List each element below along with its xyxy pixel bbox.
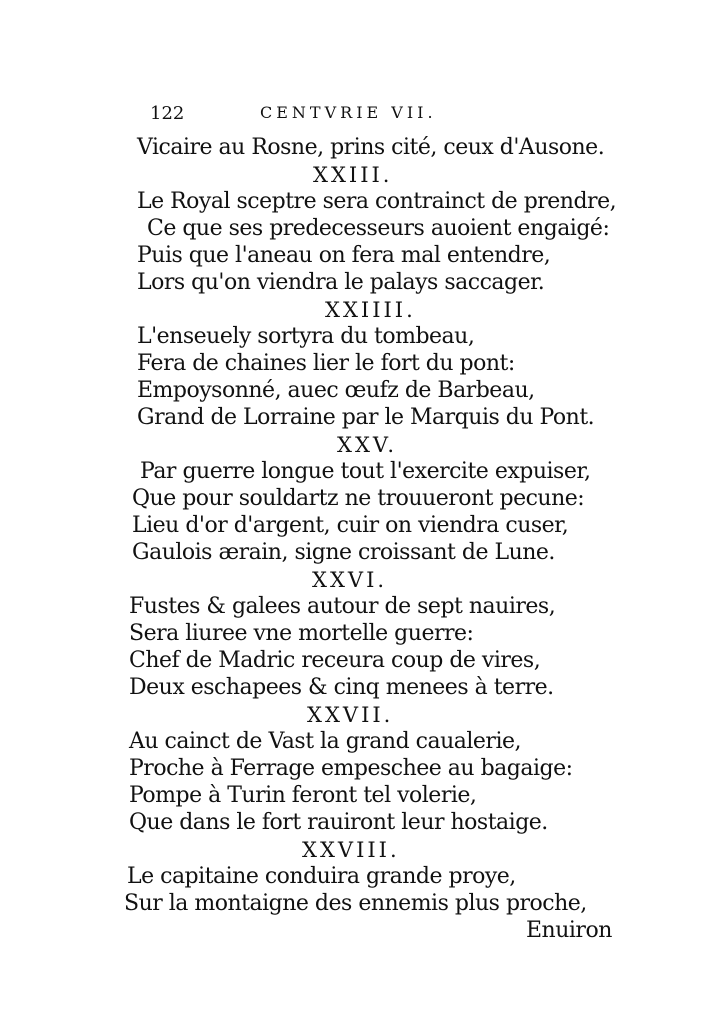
- verse-line: Que dans le fort rauiront leur hostaige.: [129, 810, 548, 835]
- quatrain-number: XXVIII.: [302, 838, 400, 862]
- quatrain-number: XXIIII.: [325, 298, 416, 322]
- running-title: CENTVRIE VII.: [260, 103, 437, 122]
- verse-line: Lors qu'on viendra le palays saccager.: [137, 270, 545, 295]
- verse-line: Vicaire au Rosne, prins cité, ceux d'Ausone.: [137, 135, 605, 160]
- verse-line: Fera de chaines lier le fort du pont:: [137, 351, 515, 376]
- verse-line: Pompe à Turin feront tel volerie,: [129, 783, 477, 808]
- quatrain-number: XXVII.: [307, 703, 394, 727]
- verse-line: Lieu d'or d'argent, cuir on viendra cuser,: [132, 513, 569, 538]
- verse-line: Sera liuree vne mortelle guerre:: [129, 621, 474, 646]
- verse-line: Le Royal sceptre sera contrainct de prendre,: [137, 189, 617, 214]
- verse-line: Proche à Ferrage empeschee au bagaige:: [129, 756, 573, 781]
- verse-line: Chef de Madric receura coup de vires,: [129, 648, 541, 673]
- verse-line: Grand de Lorraine par le Marquis du Pont.: [137, 405, 595, 430]
- page-number: 122: [150, 103, 185, 124]
- quatrain-number: XXV.: [337, 433, 398, 457]
- verse-line: Fustes & galees autour de sept nauires,: [129, 594, 556, 619]
- catchword: Enuiron: [526, 918, 612, 943]
- page-header: [150, 103, 610, 129]
- verse-line: Que pour souldartz ne trouueront pecune:: [132, 486, 585, 511]
- verse-line: Gaulois ærain, signe croissant de Lune.: [132, 540, 555, 565]
- quatrain-number: XXVI.: [312, 568, 388, 592]
- verse-line: Puis que l'aneau on fera mal entendre,: [137, 243, 551, 268]
- verse-line: Sur la montaigne des ennemis plus proche,: [124, 891, 587, 916]
- verse-line: Deux eschapees & cinq menees à terre.: [129, 675, 554, 700]
- quatrain-number: XXIII.: [313, 163, 393, 187]
- verse-line: Au cainct de Vast la grand caualerie,: [129, 729, 522, 754]
- verse-line: Ce que ses predecesseurs auoient engaigé:: [147, 216, 610, 241]
- verse-line: Par guerre longue tout l'exercite expuiser,: [140, 459, 591, 484]
- verse-line: Le capitaine conduira grande proye,: [127, 864, 516, 889]
- verse-line: L'enseuely sortyra du tombeau,: [137, 324, 475, 349]
- verse-line: Empoysonné, auec œufz de Barbeau,: [137, 378, 535, 403]
